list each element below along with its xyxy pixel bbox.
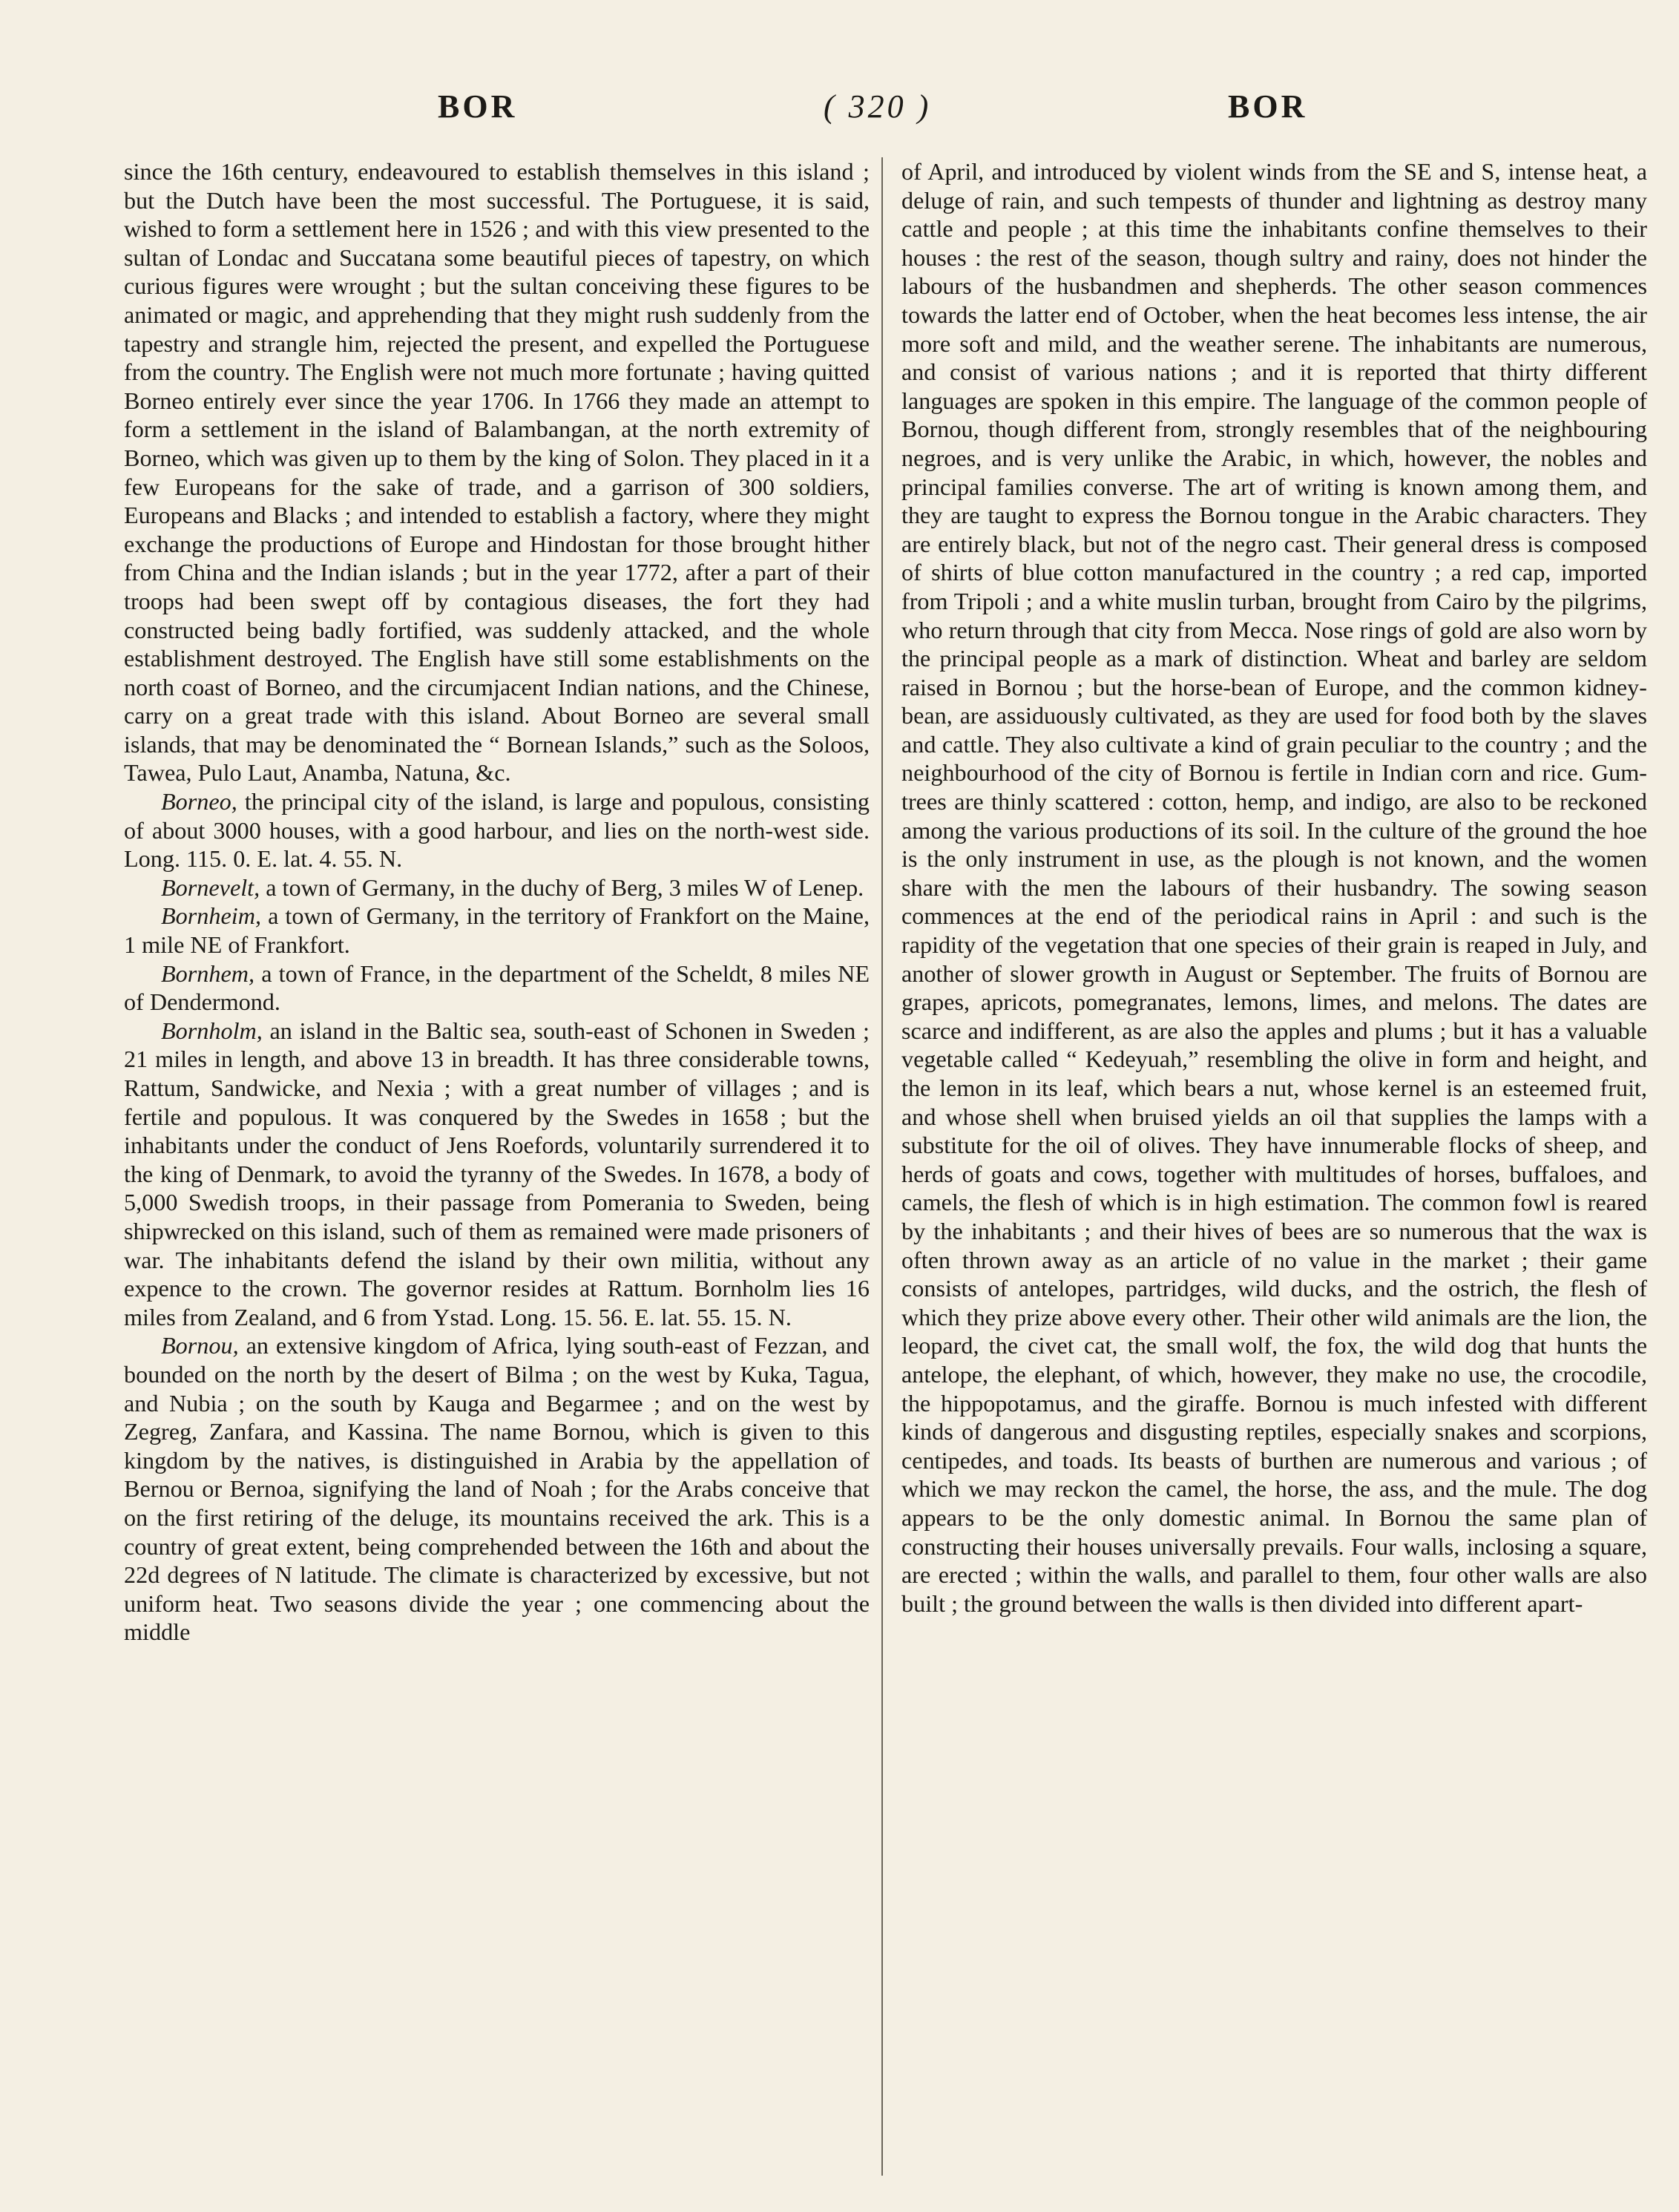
island-history-paragraph: since the 16th century, endeavoured to establish themselves in this island ; but the Dutch have been the most successful. The Portuguese, it is said, wished to form a settlement here in 1526 ; and with this view presented to the sultan of Londac and Succatana some beautiful pieces of tapestry, on which curious figures were wrought ; but the sultan conceiving these figures to be animated or magic, and apprehending that they might rush suddenly from the tapestry and strangle him, rejected the present, and expelled the Portuguese from the country. The English were not much more fortunate ; having quitted Borneo entirely ever since the year 1706. In 1766 they made an attempt to form a settlement in the island of Balambangan, at the north extremity of Borneo, which was given up to them by the king of Solon. They placed in it a few Europeans for the sake of trade, and a garrison of 300 soldiers, Europeans and Blacks ; and intended to establish a factory, where they might exchange the productions of Europe and Hindostan for those brought hither from China and the Indian islands ; but in the year 1772, after a part of their troops had been swept off by contagious diseases, the fort they had constructed being badly fortified, was suddenly attacked, and the whole establishment destroyed. The English have still some establishments on the north coast of Borneo, and the circumjacent Indian nations, and the Chinese, carry on a great trade with this island. About Borneo are several small islands, that may be denominated the “ Bornean Islands,” such as the Soloos, Tawea, Pulo Laut, Anamba, Natuna, &c. (124, 158, 870, 787)
headword: Borneo, (161, 788, 237, 815)
right-column (901, 157, 1647, 1618)
entry-text: a town of France, in the department of the Scheldt, 8 miles NE of Dendermond. (124, 959, 870, 1016)
running-head (0, 88, 1679, 132)
entry-bornevelt (124, 873, 870, 902)
entry-text: a town of Germany, in the duchy of Berg, 3 miles W of Lenep. (260, 873, 864, 901)
left-column (124, 157, 870, 1647)
entry-bornheim (124, 902, 870, 959)
headword: Bornevelt, (161, 873, 260, 901)
bornou-continued-paragraph: of April, and introduced by violent winds from the SE and S, intense heat, a deluge of rain, and such tempests of thunder and lightning as destroy many cattle and people ; at this time the inhabitants confine themselves to their houses : the rest of the season, though sultry and rainy, does not hinder the labours of the husbandmen and shepherds. The other season commences towards the latter end of October, when the heat becomes less intense, the air more soft and mild, and the weather serene. The inhabitants are numerous, and consist of various nations ; and it is reported that thirty different languages are spoken in this empire. The language of the common people of Bornou, though different from, strongly resembles that of the neighbouring negroes, and is very unlike the Arabic, in which, however, the nobles and principal families converse. The art of writing is known among them, and they are taught to express the Bornou tongue in the Arabic characters. They are entirely black, but not of the negro cast. Their general dress is composed of shirts of blue cotton manufactured in the country ; a red cap, imported from Tripoli ; and a white muslin turban, brought from Cairo by the pilgrims, who return through that city from Mecca. Nose rings of gold are also worn by the principal people as a mark of distinction. Wheat and barley are seldom raised in Bornou ; but the horse-bean of Europe, and the common kidney-bean, are assiduously cultivated, as they are used for food both by the slaves and cattle. They also cultivate a kind of grain peculiar to the country ; and the neighbourhood of the city of Bornou is fertile in Indian corn and rice. Gum-trees are thinly scattered : cotton, hemp, and indigo, are also to be reckoned among the various productions of its soil. In the culture of the ground the hoe is the only instrument in use, as the plough is not known, and the women share with the men the labours of their husbandry. The sowing season commences at the end of the periodical rains in April : and such is the rapidity of the vegetation that one species of their grain is reaped in July, and another of slower growth in August or September. The fruits of Bornou are grapes, apricots, pomegranates, lemons, limes, and melons. The dates are scarce and indifferent, as are also the apples and plums ; but it has a valuable vegetable called “ Kedeyuah,” resembling the olive in form and height, and the lemon in its leaf, which bears a nut, whose kernel is an esteemed fruit, and whose shell when bruised yields an oil that supplies the lamps with a substitute for the oil of olives. They have innumerable flocks of sheep, and herds of goats and cows, together with multitudes of horses, buffaloes, and camels, the flesh of which is in high estimation. The common fowl is reared by the inhabitants ; and their hives of bees are so numerous that the wax is often thrown away as an article of no value in the market ; their game consists of antelopes, partridges, wild ducks, and the ostrich, the flesh of which they prize above every other. Their other wild animals are the lion, the leopard, the civet cat, the small wolf, the fox, the wild dog that hunts the antelope, the elephant, of which, however, they make no use, the crocodile, the hippopotamus, and the giraffe. Bornou is much infested with different kinds of dangerous and disgusting reptiles, especially snakes and scorpions, centipedes, and toads. Its beasts of burthen are numerous and various ; of which we may reckon the camel, the horse, the ass, and the mule. The dog appears to be the only domestic animal. In Bornou the same plan of constructing their houses universally prevails. Four walls, inclosing a square, are erected ; within the walls, and parallel to them, four other walls are also built ; the ground between the walls is then divided into different apart- (901, 158, 1647, 1617)
entry-bornholm (124, 1017, 870, 1332)
running-head-right: BOR (1228, 88, 1308, 125)
entry-text: a town of Germany, in the territory of Frankfort on the Maine, 1 mile NE of Frankfort. (124, 902, 870, 959)
entry-text: the principal city of the island, is large and populous, consisting of about 3000 houses, with a good harbour, and lies on the north-west side. Long. 115. 0. E. lat. 4. 55. N. (124, 788, 870, 873)
entry-text: an island in the Baltic sea, south-east of Schonen in Sweden ; 21 miles in length, and above 13 in breadth. It has three considerable towns, Rattum, Sandwicke, and Nexia ; with a great number of villages ; and is fertile and populous. It was conquered by the Swedes in 1658 ; but the inhabitants under the conduct of Jens Roefords, voluntarily surrendered it to the king of Denmark, to avoid the tyranny of the Swedes. In 1678, a body of 5,000 Swedish troops, in their passage from Pomerania to Sweden, being shipwrecked on this island, such of them as remained were made prisoners of war. The inhabitants defend the island by their own militia, without any expence to the crown. The governor resides at Rattum. Bornholm lies 16 miles from Zealand, and 6 from Ystad. Long. 15. 56. E. lat. 55. 15. N. (124, 1017, 870, 1330)
headword: Bornheim, (161, 902, 261, 930)
entry-borneo-city (124, 787, 870, 873)
headword: Bornou, (161, 1332, 239, 1359)
page-number: ( 320 ) (824, 88, 932, 125)
entry-text: an extensive kingdom of Africa, lying south-east of Fezzan, and bounded on the north by the desert of Bilma ; on the west by Kuka, Tagua, and Nubia ; on the south by Kauga and Begarmee ; and on the west by Zegreg, Zanfara, and Kassina. The name Bornou, which is given to this kingdom by the natives, is distinguished in Arabia by the appellation of Bernou or Bernoa, signifying the land of Noah ; for the Arabs conceive that on the first retiring of the deluge, its mountains received the ark. This is a country of great extent, being comprehended between the 16th and about the 22d degrees of N latitude. The climate is characterized by excessive, but not uniform heat. Two seasons divide the year ; one commencing about the middle (124, 1332, 870, 1646)
headword: Bornholm, (161, 1017, 263, 1044)
running-head-left: BOR (438, 88, 518, 125)
column-divider (881, 157, 883, 2176)
headword: Bornhem, (161, 959, 255, 987)
entry-bornhem (124, 959, 870, 1017)
entry-bornou (124, 1331, 870, 1647)
